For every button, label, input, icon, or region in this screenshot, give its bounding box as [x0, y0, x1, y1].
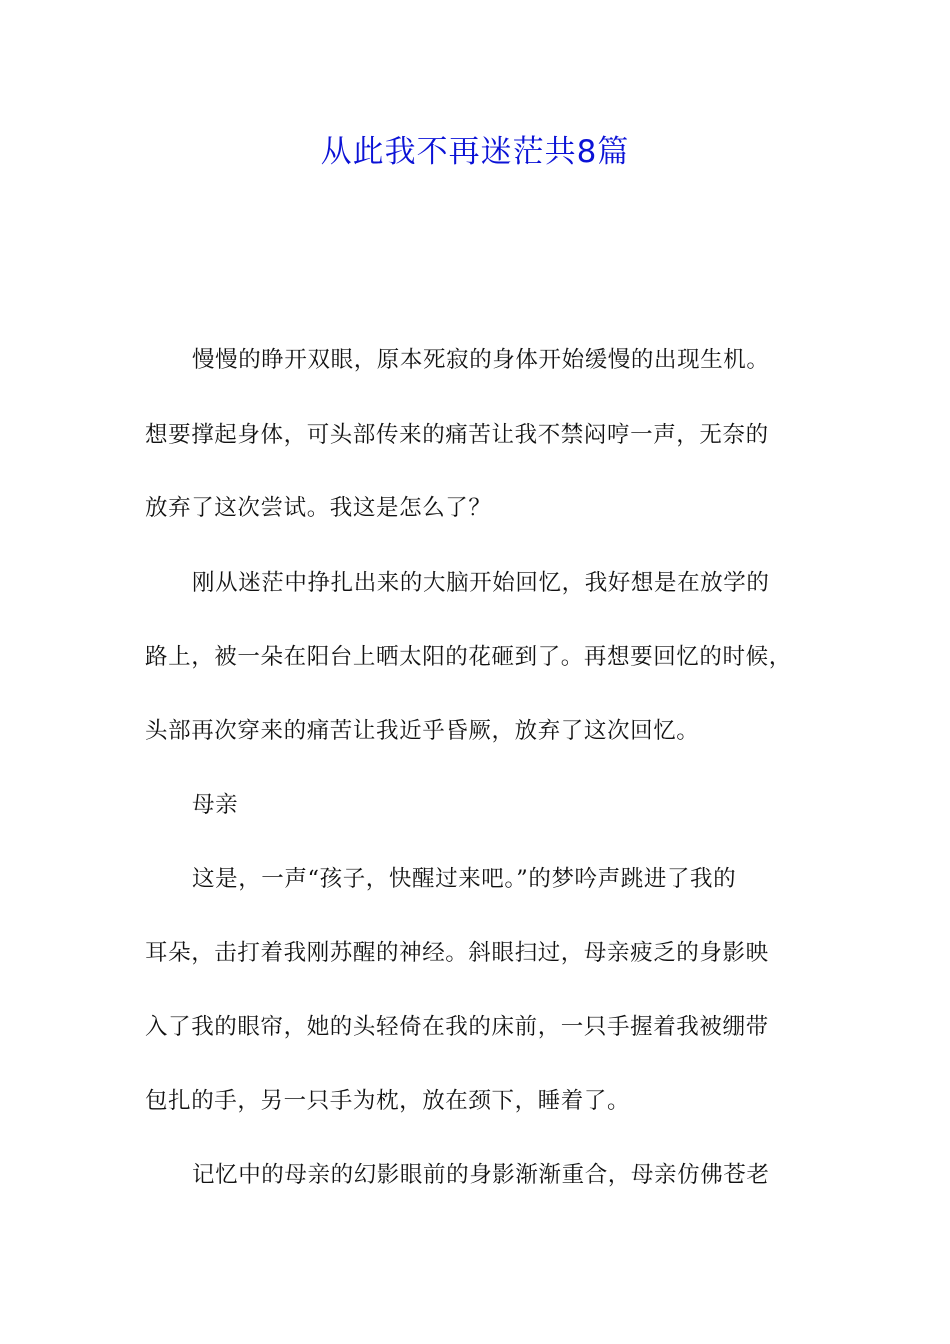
paragraph-line: 记忆中的母亲的幻影眼前的身影渐渐重合，母亲仿佛苍老	[192, 1162, 770, 1188]
paragraph-line: 慢慢的睁开双眼，原本死寂的身体开始缓慢的出现生机。	[192, 347, 770, 373]
document-title: 从此我不再迷茫共8篇	[320, 134, 630, 170]
paragraph-line: 路上，被一朵在阳台上晒太阳的花砸到了。再想要回忆的时候，	[145, 644, 792, 670]
paragraph-line: 入了我的眼帘，她的头轻倚在我的床前，一只手握着我被绷带	[145, 1014, 769, 1040]
paragraph-line: 耳朵，击打着我刚苏醒的神经。斜眼扫过，母亲疲乏的身影映	[145, 940, 769, 966]
paragraph-line: 包扎的手，另一只手为枕，放在颈下，睡着了。	[145, 1088, 631, 1114]
paragraph-line: 刚从迷茫中挣扎出来的大脑开始回忆，我好想是在放学的	[192, 570, 770, 596]
paragraph-line: 头部再次穿来的痛苦让我近乎昏厥，放弃了这次回忆。	[145, 718, 700, 744]
paragraph-line: 放弃了这次尝试。我这是怎么了？	[145, 495, 492, 521]
paragraph-line: 想要撑起身体，可头部传来的痛苦让我不禁闷哼一声，无奈的	[145, 422, 769, 448]
paragraph-line: 母亲	[192, 792, 239, 818]
paragraph-line: 这是，一声“孩子，快醒过来吧。”的梦吟声跳进了我的	[192, 866, 737, 892]
